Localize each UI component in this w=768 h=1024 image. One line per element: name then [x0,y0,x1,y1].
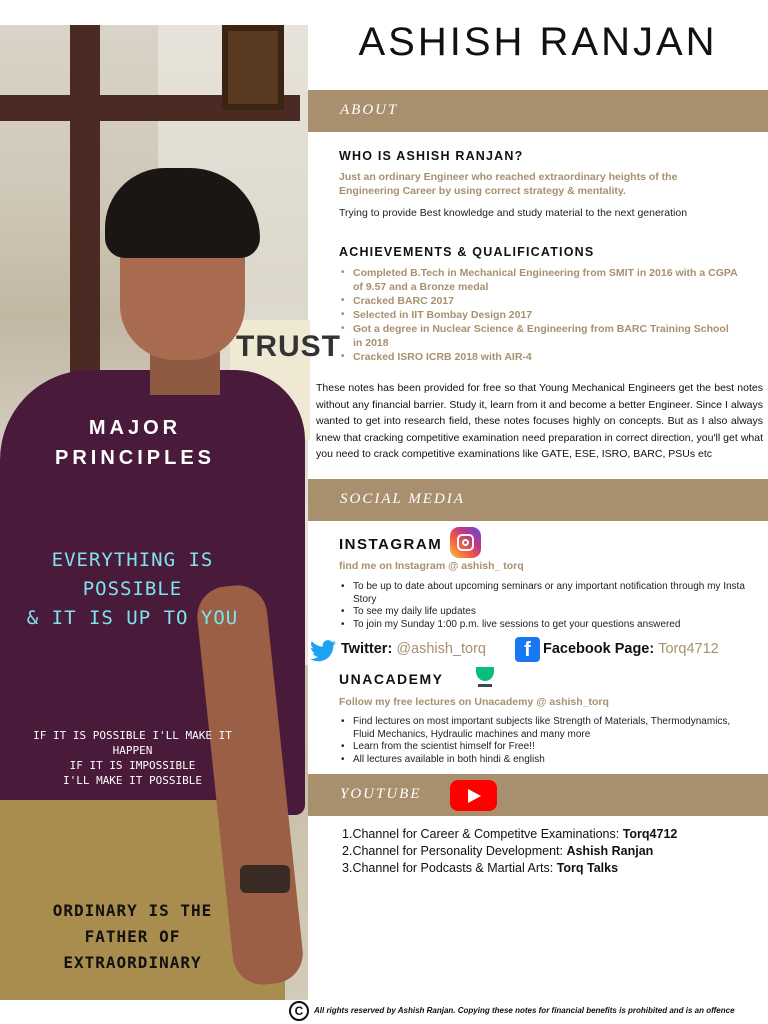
list-item: • Cracked BARC 2017 [339,294,739,308]
principle-line: I'LL MAKE IT POSSIBLE [62,774,203,787]
about-band-title: ABOUT [340,102,399,118]
photo-person-watch [240,865,290,893]
unacademy-points [339,716,749,766]
channel-number: 3. [342,861,353,875]
principle-line: HAPPEN [112,744,153,757]
youtube-band [308,774,768,816]
instagram-heading: INSTAGRAM [339,536,443,553]
principle-line: & IT IS UP TO YOU [26,607,239,629]
channel-label: Channel for Personality Development: [352,844,567,858]
list-item: • Find lectures on most important subjects like Strength of Materials, Thermodynamics, Fluid Mechanics, Hydraulic machines and many more [339,716,749,741]
channel-name[interactable]: Torq4712 [622,827,678,841]
list-item: • Cracked ISRO ICRB 2018 with AIR-4 [339,350,739,364]
unacademy-follow[interactable]: Follow my free lectures on Unacademy @ ashish_torq [339,696,609,708]
photo-sign-text: TRUST [236,330,341,363]
list-item: • Got a degree in Nuclear Science & Engineering from BARC Training School in 2018 [339,322,739,350]
principle-line: EVERYTHING IS [51,549,214,571]
list-item: • Selected in IIT Bombay Design 2017 [339,308,739,322]
facebook-link[interactable] [543,641,719,657]
who-description: Just an ordinary Engineer who reached extraordinary heights of the Engineering Career by using correct strategy & mentality. [339,171,678,197]
list-item[interactable] [342,826,677,843]
unacademy-icon[interactable] [474,665,496,689]
footer [289,1001,768,1021]
facebook-handle[interactable]: Torq4712 [658,641,719,657]
instagram-find-me[interactable]: find me on Instagram @ ashish_ torq [339,560,524,572]
list-item[interactable] [342,860,677,877]
twitter-label: Twitter: [341,641,397,657]
profile-photo [0,25,341,1000]
principle-line: IF IT IS POSSIBLE I'LL MAKE IT [33,729,232,742]
about-band [308,90,768,132]
principle-line: EXTRAORDINARY [63,953,202,972]
youtube-band-title: YOUTUBE [340,786,422,802]
principle-line: ORDINARY IS THE [52,901,213,920]
twitter-handle[interactable]: @ashish_torq [396,641,486,657]
page-title: ASHISH RANJAN [358,20,718,64]
list-item: • Learn from the scientist himself for Free!! [339,741,749,754]
youtube-icon[interactable] [450,780,497,811]
twitter-icon[interactable] [310,640,336,662]
channel-name[interactable]: Ashish Ranjan [566,844,654,858]
principle-line: POSSIBLE [82,578,183,600]
channel-label: Channel for Podcasts & Martial Arts: [352,861,557,875]
notes-paragraph: These notes has been provided for free so that Young Mechanical Engineers get the best notes without any financial barrier. Study it, learn from it and become a better Engineer. Since I always wanted to get into research field, these notes focuses highly on concepts. But as I also always knew that cracking competitive examination need preparation in correct direction, you'll get what you need to crack competitive examinations like GATE, ESE, ISRO, BARC, PSUs etc [316,382,763,460]
copyright-icon: C [289,1001,309,1021]
achievements-list [339,266,739,364]
list-item: • Completed B.Tech in Mechanical Engineering from SMIT in 2016 with a CGPA of 9.57 and a Bronze medal [339,266,739,294]
photo-wall-picture [222,25,284,110]
achievements-heading: ACHIEVEMENTS & QUALIFICATIONS [339,245,595,259]
principles-heading [0,413,270,473]
facebook-icon[interactable]: f [515,637,540,662]
list-item[interactable] [342,843,677,860]
principle-make-it-possible [25,728,240,788]
youtube-channel-list [342,826,677,877]
list-item: • To be up to date about upcoming seminars or any important notification through my Insta Story [339,581,749,606]
who-heading: WHO IS ASHISH RANJAN? [339,149,524,163]
principles-heading-line: PRINCIPLES [54,447,216,469]
footer-text: All rights reserved by Ashish Ranjan. Copying these notes for financial benefits is prohibited and is an offence [314,1006,735,1015]
social-band-title: SOCIAL MEDIA [340,491,465,507]
channel-label: Channel for Career & Competitve Examinations: [352,827,623,841]
list-item: • To join my Sunday 1:00 p.m. live sessions to get your questions answered [339,619,749,632]
principle-line: IF IT IS IMPOSSIBLE [69,759,196,772]
principles-heading-line: MAJOR [88,417,182,439]
principle-line: FATHER OF [84,927,181,946]
instagram-icon[interactable] [450,527,481,558]
unacademy-heading: UNACADEMY [339,671,444,687]
channel-name[interactable]: Torq Talks [556,861,619,875]
twitter-link[interactable] [341,641,486,657]
principle-everything-possible [0,546,265,633]
instagram-points [339,581,749,631]
channel-number: 1. [342,827,353,841]
list-item: • All lectures available in both hindi & english [339,754,749,767]
social-band [308,479,768,521]
principle-ordinary [20,898,245,976]
channel-number: 2. [342,844,353,858]
list-item: • To see my daily life updates [339,606,749,619]
who-note: Trying to provide Best knowledge and study material to the next generation [339,207,688,219]
facebook-label: Facebook Page: [543,641,659,657]
